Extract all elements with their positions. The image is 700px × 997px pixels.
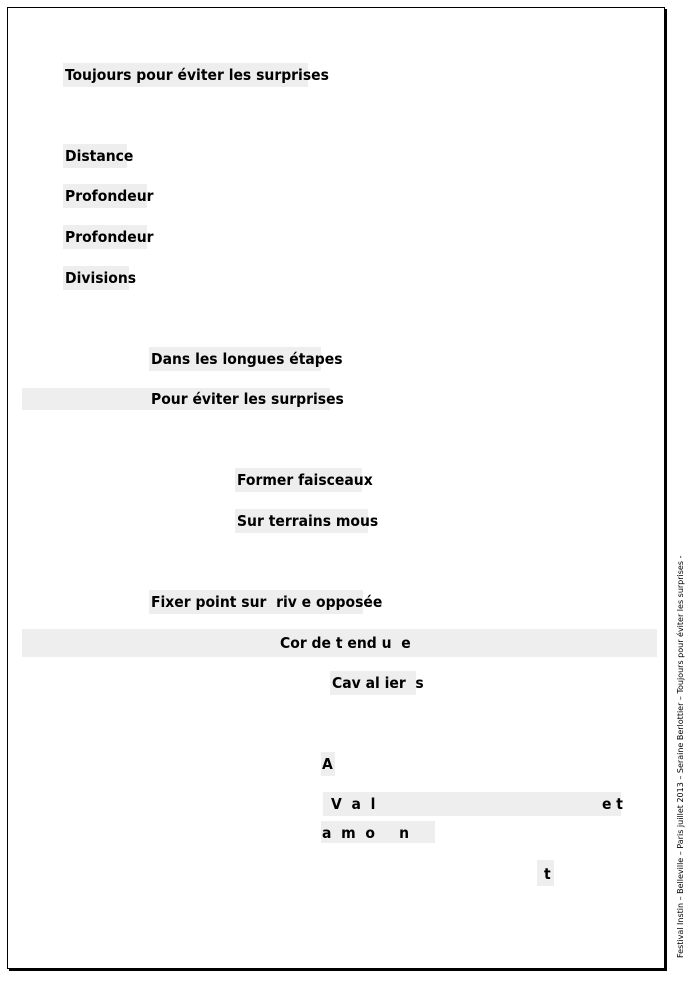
text-line: Former faisceaux	[237, 471, 373, 489]
text-line: V a l	[331, 795, 376, 813]
text-line: Divisions	[65, 269, 137, 287]
text-line: e t	[602, 795, 623, 813]
text-line: Distance	[65, 147, 134, 165]
text-line: Toujours pour éviter les surprises	[65, 66, 329, 84]
text-line: t	[544, 865, 551, 883]
text-line: Cor de t end u e	[280, 634, 411, 652]
text-line: Profondeur	[65, 228, 154, 246]
text-line: Pour éviter les surprises	[151, 390, 344, 408]
text-line: Dans les longues étapes	[151, 350, 343, 368]
text-line: Cav al ier s	[332, 674, 424, 692]
text-line: Sur terrains mous	[237, 512, 379, 530]
text-line: A	[322, 755, 333, 773]
vertical-footer: Festival Instin – Belleville – Paris juillet 2013 – Seraine Berlottier – Toujours pour éviter les surprises -	[676, 555, 685, 958]
text-line: Profondeur	[65, 187, 154, 205]
text-line: a m o n	[322, 824, 410, 842]
text-line: Fixer point sur riv e opposée	[151, 593, 383, 611]
